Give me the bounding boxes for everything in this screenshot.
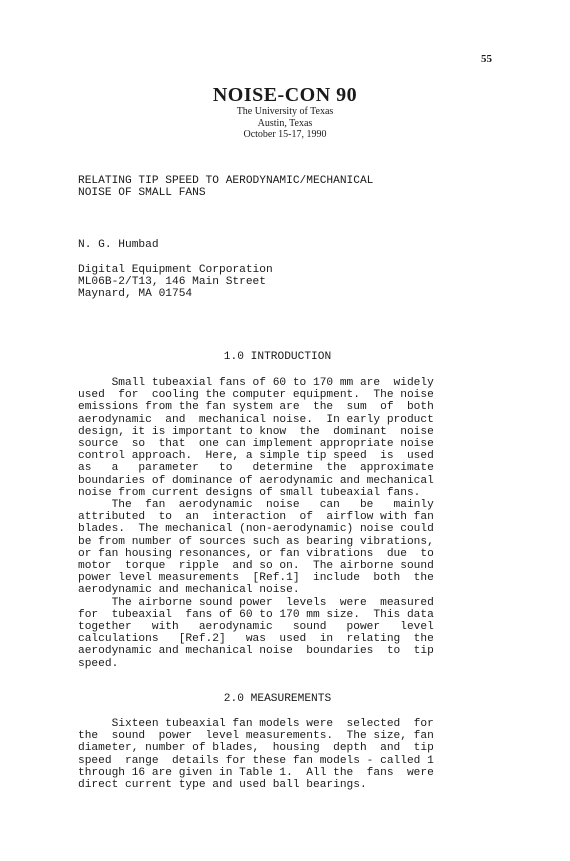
text-line: diameter, number of blades, housing depth and tip <box>78 742 434 755</box>
conference-university: The University of Texas <box>236 106 334 117</box>
text-line: or fan housing resonances, or fan vibrations due to <box>78 547 434 560</box>
text-line: noise from current designs of small tubeaxial fans. <box>78 486 421 499</box>
conference-header <box>0 84 570 141</box>
section-heading-measurements: 2.0 MEASUREMENTS <box>223 693 332 705</box>
affiliation-line: Digital Equipment Corporation <box>78 264 273 276</box>
text-line: The fan aerodynamic noise can be mainly <box>78 499 434 512</box>
text-line: through 16 are given in Table 1. All the fans were <box>78 766 434 779</box>
text-line: for tubeaxial fans of 60 to 170 mm size. This data <box>78 608 434 621</box>
text-line: direct current type and used ball bearings. <box>78 779 367 792</box>
text-line: speed. <box>78 657 119 670</box>
paper-title-line: RELATING TIP SPEED TO AERODYNAMIC/MECHANICAL <box>78 175 374 187</box>
author-affiliation <box>78 264 273 301</box>
text-line: Small tubeaxial fans of 60 to 170 mm are widely <box>78 377 434 389</box>
text-line: design, it is important to know the dominant noise <box>78 425 434 438</box>
text-line: boundaries of dominance of aerodynamic and mechanical <box>78 474 434 487</box>
text-line: be from number of sources such as bearing vibrations, <box>78 535 434 548</box>
text-line: speed range details for these fan models - called 1 <box>78 754 434 767</box>
author-name: N. G. Humbad <box>78 239 159 251</box>
page-number: 55 <box>481 53 492 65</box>
conference-title: NOISE-CON 90 <box>212 84 358 106</box>
conference-location: Austin, Texas <box>257 117 313 129</box>
section-body-measurements <box>78 718 485 791</box>
text-line: emissions from the fan system are the sum of both <box>78 401 434 414</box>
text-line: used for cooling the computer equipment. The noise <box>78 389 434 402</box>
text-line: aerodynamic and mechanical noise boundaries to tip <box>78 645 434 658</box>
text-line: aerodynamic and mechanical noise. <box>78 584 300 597</box>
section-heading-introduction: 1.0 INTRODUCTION <box>223 351 332 363</box>
text-line: the sound power level measurements. The size, fan <box>78 730 434 743</box>
paper-title <box>78 175 373 199</box>
text-line: as a parameter to determine the approximate <box>78 462 434 475</box>
text-line: source so that one can implement appropriate noise <box>78 438 434 451</box>
text-line: aerodynamic and mechanical noise. In early product <box>78 413 434 426</box>
text-line: Sixteen tubeaxial fan models were selected for <box>78 718 434 730</box>
conference-dates: October 15-17, 1990 <box>243 129 327 140</box>
affiliation-line: ML06B-2/T13, 146 Main Street <box>78 276 266 289</box>
text-line: motor torque ripple and so on. The airborne sound <box>78 560 434 573</box>
paper-title-line: NOISE OF SMALL FANS <box>78 187 206 200</box>
text-line: control approach. Here, a simple tip speed is used <box>78 450 434 463</box>
section-body-introduction <box>78 377 485 670</box>
text-line: blades. The mechanical (non-aerodynamic) noise could <box>78 523 434 536</box>
text-line: The airborne sound power levels were measured <box>78 596 434 609</box>
text-line: together with aerodynamic sound power level <box>78 621 434 634</box>
affiliation-line: Maynard, MA 01754 <box>78 288 193 301</box>
text-line: attributed to an interaction of airflow with fan <box>78 511 434 524</box>
text-line: power level measurements [Ref.1] include both the <box>78 572 434 585</box>
text-line: calculations [Ref.2] was used in relating the <box>78 633 434 646</box>
